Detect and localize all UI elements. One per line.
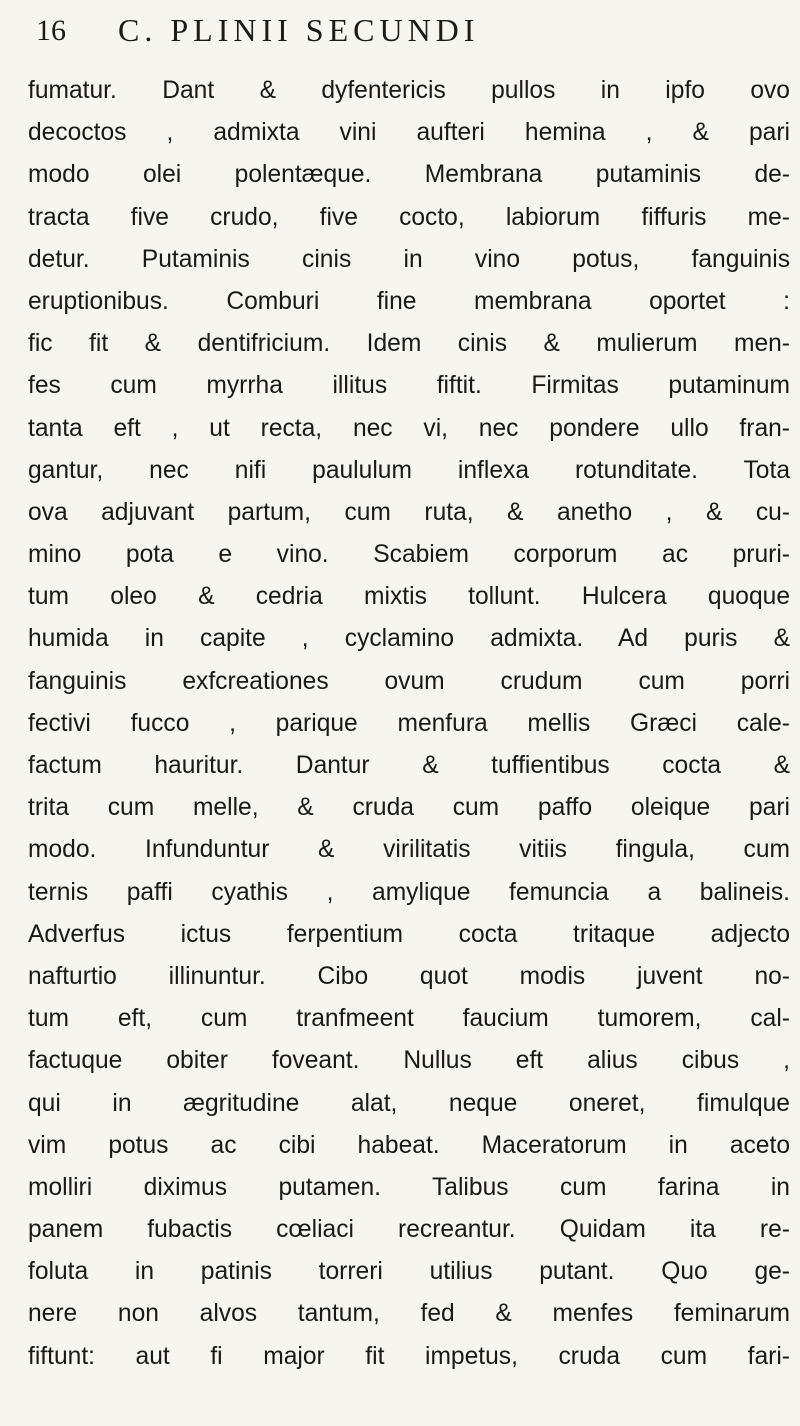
text-line: factum hauritur. Dantur & tuffientibus cocta & bbox=[28, 752, 790, 779]
page-number: 16 bbox=[36, 14, 66, 47]
text-line: Adverfus ictus ferpentium cocta tritaque adjecto bbox=[28, 920, 790, 948]
text-line: fumatur. Dant & dyfentericis pullos in ipfo ovo bbox=[28, 77, 790, 104]
text-line: tracta five crudo, five cocto, labiorum fiffuris me- bbox=[28, 203, 790, 231]
text-line: tum oleo & cedria mixtis tollunt. Hulcera quoque bbox=[28, 583, 790, 611]
text-line: ova adjuvant partum, cum ruta, & anetho , & cu- bbox=[28, 498, 790, 526]
text-line: gantur, nec nifi paululum inflexa rotunditate. Tota bbox=[28, 456, 790, 484]
text-line: modo olei polentæque. Membrana putaminis de- bbox=[28, 161, 790, 189]
text-line: tanta eft , ut recta, nec vi, nec pondere ullo fran- bbox=[28, 414, 790, 442]
text-line: panem fubactis cœliaci recreantur. Quidam ita re- bbox=[28, 1216, 790, 1244]
text-line: nere non alvos tantum, fed & menfes feminarum bbox=[28, 1300, 790, 1328]
body-text bbox=[28, 70, 790, 1378]
text-line: nafturtio illinuntur. Cibo quot modis juvent no- bbox=[28, 962, 790, 990]
text-line: qui in ægritudine alat, neque oneret, fimulque bbox=[28, 1089, 790, 1117]
text-line: vim potus ac cibi habeat. Maceratorum in aceto bbox=[28, 1131, 790, 1159]
text-line: fanguinis exfcreationes ovum crudum cum porri bbox=[28, 667, 790, 695]
text-line: factuque obiter foveant. Nullus eft alius cibus , bbox=[28, 1047, 790, 1075]
running-head bbox=[22, 8, 782, 54]
text-line: foluta in patinis torreri utilius putant. Quo ge- bbox=[28, 1258, 790, 1286]
text-line: tum eft, cum tranfmeent faucium tumorem, cal- bbox=[28, 1005, 790, 1033]
text-line: fic fit & dentifricium. Idem cinis & mulierum men- bbox=[28, 330, 790, 358]
running-title: C. PLINII SECUNDI bbox=[118, 12, 480, 48]
text-line: detur. Putaminis cinis in vino potus, fanguinis bbox=[28, 245, 790, 273]
text-line: ternis paffi cyathis , amylique femuncia a balineis. bbox=[28, 878, 790, 906]
text-line: fectivi fucco , parique menfura mellis Græci cale- bbox=[28, 709, 790, 737]
text-line: decoctos , admixta vini aufteri hemina , & pari bbox=[28, 119, 790, 147]
text-line: molliri diximus putamen. Talibus cum farina in bbox=[28, 1173, 790, 1201]
text-line: fes cum myrrha illitus fiftit. Firmitas putaminum bbox=[28, 372, 790, 400]
text-line: mino pota e vino. Scabiem corporum ac pruri- bbox=[28, 541, 790, 569]
text-line: modo. Infunduntur & virilitatis vitiis fingula, cum bbox=[28, 836, 790, 864]
text-line: humida in capite , cyclamino admixta. Ad puris & bbox=[28, 625, 790, 653]
text-line: fiftunt: aut fi major fit impetus, cruda cum fari- bbox=[28, 1342, 790, 1370]
text-line: eruptionibus. Comburi fine membrana oportet : bbox=[28, 287, 790, 315]
text-line: trita cum melle, & cruda cum paffo oleique pari bbox=[28, 794, 790, 822]
